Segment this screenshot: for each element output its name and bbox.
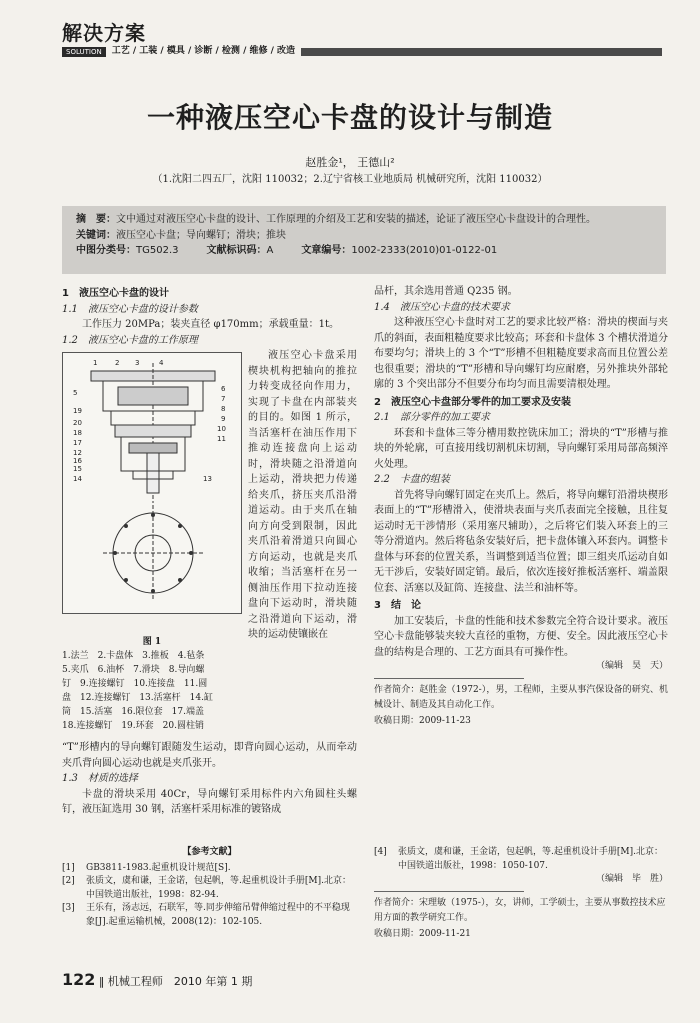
keywords-text: 液压空心卡盘；导向螺钉；滑块；推块 [116, 229, 286, 241]
figure-caption-line: 5.夹爪 6.油杯 7.滑块 8.导向螺 [62, 664, 205, 675]
abstract [76, 212, 652, 228]
reference-number: [1] [62, 862, 75, 873]
divider [374, 678, 524, 679]
subsection-heading: 1.4 液压空心卡盘的技术要求 [374, 301, 510, 313]
paragraph: 这种液压空心卡盘时对工艺的要求比较严格：滑块的楔面与夹爪的斜面，表面粗糙度要求比较高；环套和卡盘体 3 个槽状滑道分布要均匀；滑块上的 3 个“T”形槽不但粗糙度要求高而且位置公差也很重要；滑块的“T”形槽和导向螺钉均应耐磨，另外推块外部轮廓的 3 个突出部分不但要分布均匀而且需要清根处理。 [374, 317, 668, 390]
subsection-heading: 1.3 材质的选择 [62, 773, 138, 784]
part-label: 4 [159, 359, 164, 367]
article-no-label: 文章编号： [301, 245, 352, 256]
bolt-hole [151, 513, 155, 517]
bolt-hole [189, 551, 193, 555]
reference-text: 张质文，虞和谦，王金诺，包起帆，等.起重机设计手册[M].北京：中国铁道出版社，1998：82-94. [86, 876, 351, 900]
abstract-label: 摘 要： [76, 214, 116, 225]
reference-number: [2] [62, 876, 75, 887]
reference-text: 王乐有，汤志远，石联军，等.同步伸缩吊臂伸缩过程中的不平稳现象[J].起重运输机械，2008(12)：102-105. [86, 903, 350, 927]
slide-block-shape [118, 387, 188, 405]
page-footer [62, 968, 252, 993]
doc-code-label: 文献标识码： [206, 245, 267, 256]
paragraph: 品杆，其余选用普通 Q235 钢。 [374, 286, 518, 297]
paragraph: 环套和卡盘体三等分槽用数控铣床加工；滑块的“T”形槽与推块的外轮廓，可直接用线切割机床切割，导向螺钉采用局部高频淬火处理。 [374, 427, 668, 470]
paragraph: 卡盘的滑块采用 40Cr，导向螺钉采用标件内六角圆柱头螺钉，液压缸选用 30 钢，活塞杆采用标准的镀铬成 [62, 788, 357, 815]
paragraph: 首先将导向螺钉固定在夹爪上。然后，将导向螺钉沿滑块楔形表面上的“T”形槽滑入，使滑块表面与夹爪表面完全接触，且往复运动时无干涉情形（采用塞尺辅助），之后将它们装入环套上的三等分滑道内。然后将毡条安装好后，把卡盘体镶入环套内。调整卡盘体与环套的位置关系，当调整到适当位置；即三组夹爪运动自如无干涉后，安装好固定销。最后，依次连接好推板活塞杆、端盖限位套、活塞以及缸筒、连接盘、法兰和油杯等。 [374, 489, 668, 594]
figure-caption-line: 18.连接螺钉 19.环套 20.圆柱销 [62, 720, 204, 731]
right-column [374, 284, 668, 729]
keywords-label: 关键词： [76, 229, 116, 241]
subsection-heading: 2.1 部分零件的加工要求 [374, 412, 490, 423]
part-label: 12 [73, 449, 82, 457]
clc-value: TG502.3 [136, 245, 179, 256]
header-rule [301, 48, 662, 56]
paragraph: 工作压力 20MPa；装夹直径 φ170mm；承载重量：1t。 [82, 319, 339, 330]
references-title: 【参考文献】 [182, 847, 237, 857]
section-heading: 2 液压空心卡盘部分零件的加工要求及安装 [374, 396, 571, 408]
reference-item [374, 846, 668, 873]
bolt-hole [178, 524, 182, 528]
abstract-text: 文中通过对液压空心卡盘的设计、工作原理的介绍及工艺和安装的描述，论证了液压空心卡盘设计的合理性。 [116, 214, 596, 225]
clc-label: 中图分类号： [76, 245, 136, 256]
part-label: 20 [73, 419, 82, 427]
part-label: 15 [73, 465, 82, 473]
classification-row [76, 243, 652, 259]
category-bar [62, 46, 662, 58]
left-column [62, 284, 357, 815]
subsection-heading: 1.1 液压空心卡盘的设计参数 [62, 303, 198, 315]
keywords [76, 228, 652, 244]
subsection-heading: 2.2 卡盘的组装 [374, 474, 450, 485]
editor-note: （编辑 毕 胜） [595, 874, 668, 884]
bolt-hole [151, 589, 155, 593]
part-label: 19 [73, 407, 82, 415]
reference-item [62, 902, 357, 929]
figure-caption-title: 图 1 [142, 637, 162, 647]
part-label: 17 [73, 439, 82, 447]
reference-number: [3] [62, 903, 75, 914]
connecting-disc-shape [115, 425, 191, 437]
chuck-cross-section-drawing [63, 353, 243, 615]
part-label: 8 [221, 405, 226, 413]
part-label: 11 [217, 435, 226, 443]
editor-note: （编辑 昊 天） [595, 661, 668, 671]
article-no-value: 1002-2333(2010)01-0122-01 [351, 245, 498, 256]
bolt-hole [124, 524, 128, 528]
references-left [62, 846, 357, 929]
journal-name: 机械工程师 2010 年第 1 期 [107, 975, 253, 988]
article-affiliations: （1.沈阳二四五厂，沈阳 110032；2.辽宁省核工业地质局 机械研究所，沈阳 110032） [152, 174, 548, 185]
reference-number: [4] [374, 847, 387, 857]
part-label: 6 [221, 385, 226, 393]
part-label: 7 [221, 395, 226, 403]
bolt-hole [124, 578, 128, 582]
author-bio: 作者简介：赵胜金（1972-），男，工程师，主要从事汽保设备的研究、机械设计、制造及其自动化工作。 [374, 684, 668, 711]
reference-text: GB3811-1983.起重机设计规范[S]. [86, 862, 231, 873]
reference-item [62, 875, 357, 902]
figure-1-diagram [62, 352, 242, 614]
figure-caption-line: 盘 12.连接螺钉 13.活塞杆 14.缸 [62, 692, 213, 703]
subsection-heading: 1.2 液压空心卡盘的工作原理 [62, 334, 198, 346]
paragraph: “T”形槽内的导向螺钉跟随发生运动，即背向圆心运动，从而牵动夹爪背向圆心运动也就是夹爪张开。 [62, 742, 357, 769]
received-date: 收稿日期：2009-11-21 [374, 928, 471, 939]
part-label: 16 [73, 457, 82, 465]
reference-item [62, 862, 357, 876]
reference-text: 张质文，虞和谦，王金诺，包起帆，等.起重机设计手册[M].北京：中国铁道出版社，1998：1050-107. [398, 847, 663, 871]
part-label: 10 [217, 425, 226, 433]
piston-shape [129, 443, 177, 453]
part-label: 2 [115, 359, 120, 367]
doc-code-value: A [266, 245, 274, 256]
bolt-hole [113, 551, 117, 555]
figure-caption-line: 1.法兰 2.卡盘体 3.推板 4.毡条 [62, 650, 205, 661]
figure-caption-line: 筒 15.活塞 16.限位套 17.端盖 [62, 706, 204, 717]
bolt-hole [178, 578, 182, 582]
divider [374, 891, 524, 892]
piston-rod-shape [147, 453, 159, 493]
category-list: 工艺 / 工装 / 模具 / 诊断 / 检测 / 维修 / 改造 [111, 46, 296, 57]
figure-caption-block [62, 636, 242, 734]
abstract-box [62, 206, 666, 274]
part-label: 9 [221, 415, 226, 423]
references-right [374, 846, 668, 942]
section-heading: 3 结 论 [374, 600, 421, 611]
paragraph: 加工安装后，卡盘的性能和技术参数完全符合设计要求。液压空心卡盘能够装夹较大直径的重物，方便、安全。因此液压空心卡盘的结构是合理的、工艺方面具有可操作性。 [374, 615, 668, 658]
received-date: 收稿日期：2009-11-23 [374, 715, 471, 726]
article-title: 一种液压空心卡盘的设计与制造 [146, 101, 553, 134]
paragraph: 液压空心卡盘采用楔块机构把轴向的推拉力转变成径向作用力，实现了卡盘在内部装夹的目的。如图 1 所示，当活塞杆在油压作用下推动连接盘向上运动时，滑块随之沿滑道向上运动，滑块把力传递给夹爪，挤压夹爪沿滑道运动。由于夹爪在轴向方向受到限制，因此夹爪沿着滑道只向圆心方向运动，也就是夹爪收缩；当活塞杆在另一侧油压作用下拉动连接盘向下运动时，滑块随之沿滑道向下运动，滑块的运动使镶嵌在 [248, 350, 357, 640]
part-label: 14 [73, 475, 82, 483]
figure-caption-line: 钉 9.连接螺钉 10.连接盘 11.圆 [62, 678, 208, 689]
solution-tag: SOLUTION [62, 47, 106, 57]
author-bio: 作者简介：宋理敏（1975-），女，讲师，工学硕士，主要从事数控技术应用方面的教学研究工作。 [374, 897, 666, 924]
footer-separator: ‖ [98, 975, 108, 988]
section-heading: 1 液压空心卡盘的设计 [62, 288, 169, 299]
article-authors: 赵胜金¹， 王德山² [305, 156, 395, 169]
part-label: 5 [73, 389, 78, 397]
page-number: 122 [62, 970, 96, 989]
part-label: 3 [135, 359, 140, 367]
part-label: 1 [93, 359, 98, 367]
section-brand: 解决方案 [62, 21, 146, 45]
part-label: 13 [203, 475, 212, 483]
part-label: 18 [73, 429, 82, 437]
